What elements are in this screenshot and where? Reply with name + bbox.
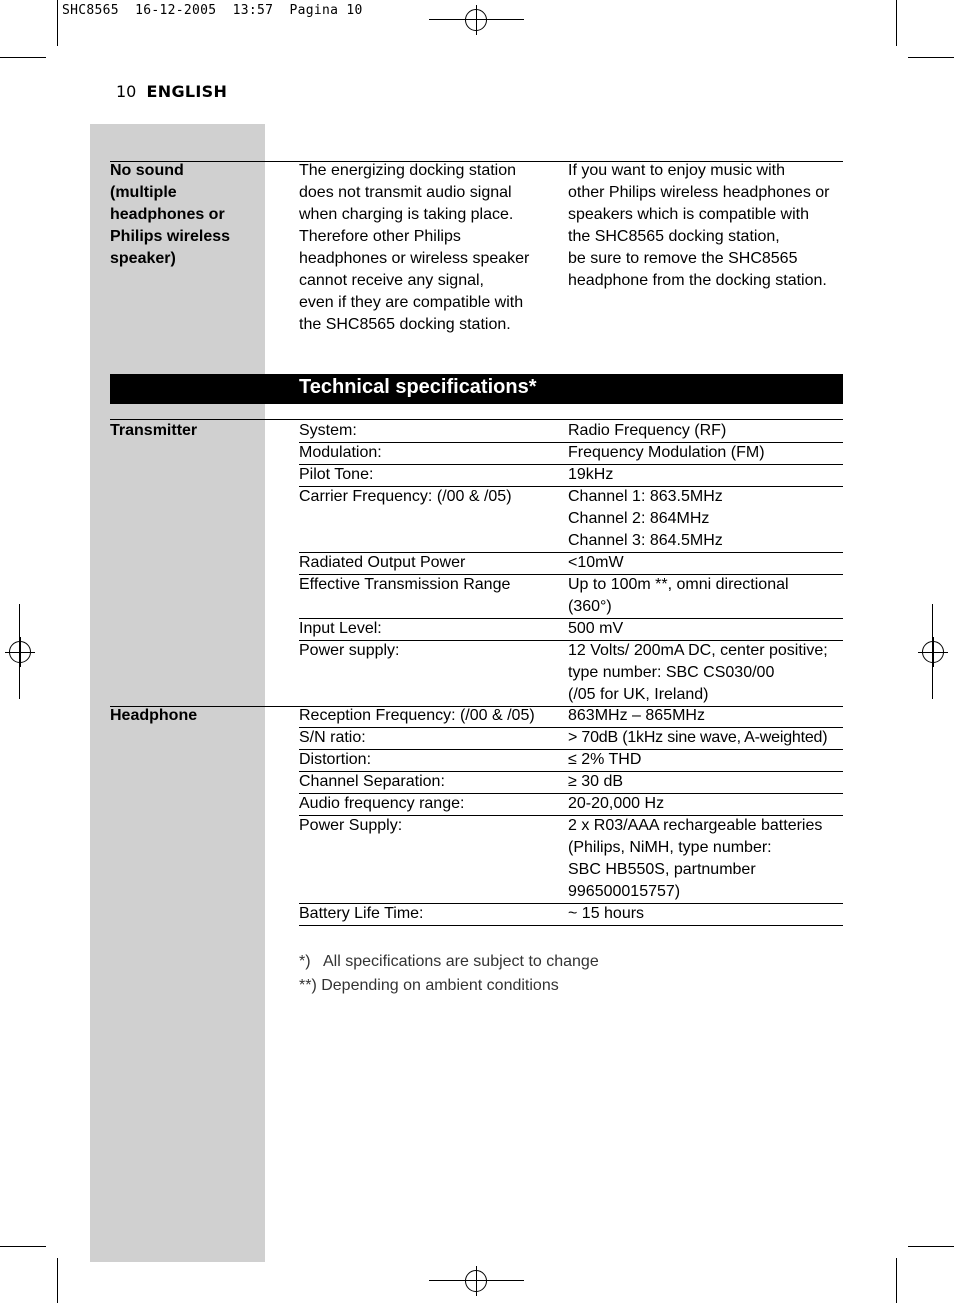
spec-name: S/N ratio: — [299, 729, 366, 746]
row-divider — [299, 925, 843, 926]
spec-value: Up to 100m **, omni directional (360°) — [568, 576, 789, 615]
page-header — [116, 82, 227, 101]
spec-name: Audio frequency range: — [299, 795, 465, 812]
headphone-label: Headphone — [110, 707, 198, 724]
spec-name: Power Supply: — [299, 817, 403, 834]
spec-name: Carrier Frequency: (/00 & /05) — [299, 488, 512, 505]
spec-name: Effective Transmission Range — [299, 576, 511, 593]
crop-mark — [908, 1246, 954, 1247]
spec-value: 500 mV — [568, 620, 624, 637]
spec-value: 2 x R03/AAA rechargeable batteries (Philips, NiMH, type number: SBC HB550S, partnumber 996500015757) — [568, 817, 823, 900]
print-slug: SHC8565 16-12-2005 13:57 Pagina 10 — [62, 3, 363, 18]
language-label: ENGLISH — [146, 82, 228, 101]
spec-value: ≤ 2% THD — [568, 751, 642, 768]
spec-value: ≥ 30 dB — [568, 773, 624, 790]
spec-value: Frequency Modulation (FM) — [568, 444, 765, 461]
spec-name: Reception Frequency: (/00 & /05) — [299, 707, 535, 724]
crop-mark — [57, 1258, 58, 1303]
spec-name: Power supply: — [299, 642, 400, 659]
crop-mark — [896, 0, 897, 46]
spec-value: 20-20,000 Hz — [568, 795, 665, 812]
section-heading: Technical specifications* — [299, 376, 537, 398]
problem-title: No sound (multiple headphones or Philips wireless speaker) — [110, 162, 231, 267]
spec-name: Modulation: — [299, 444, 382, 461]
registration-mark — [461, 1266, 491, 1296]
spec-value: Channel 1: 863.5MHz Channel 2: 864MHz Channel 3: 864.5MHz — [568, 488, 723, 549]
registration-mark — [918, 637, 948, 667]
crop-mark — [896, 1258, 897, 1303]
spec-name: Input Level: — [299, 620, 382, 637]
registration-mark — [5, 637, 35, 667]
spec-value: 863MHz – 865MHz — [568, 707, 705, 724]
spec-value: 19kHz — [568, 466, 614, 483]
spec-value: > 70dB (1kHz sine wave, A-weighted) — [568, 729, 828, 746]
crop-mark — [0, 57, 46, 58]
gray-sidebar — [90, 124, 265, 1262]
spec-value: 12 Volts/ 200mA DC, center positive; type number: SBC CS030/00 (/05 for UK, Ireland) — [568, 642, 828, 703]
spec-value: <10mW — [568, 554, 624, 571]
registration-mark — [461, 5, 491, 35]
spec-name: Battery Life Time: — [299, 905, 424, 922]
spec-name: Radiated Output Power — [299, 554, 466, 571]
problem-solution: If you want to enjoy music with other Philips wireless headphones or speakers which is compatible with the SHC8565 docking station, be sure to remove the SHC8565 headphone from the docking station. — [568, 162, 830, 289]
spec-name: Distortion: — [299, 751, 372, 768]
crop-mark — [0, 1246, 46, 1247]
crop-mark — [908, 57, 954, 58]
footnote: **) Depending on ambient conditions — [299, 977, 559, 994]
spec-value: Radio Frequency (RF) — [568, 422, 727, 439]
spec-name: Channel Separation: — [299, 773, 445, 790]
crop-mark — [57, 0, 58, 46]
problem-cause: The energizing docking station does not transmit audio signal when charging is taking place. Therefore other Philips headphones or wireless speaker cannot receive any signal, even if they are compatible with the SHC8565 docking station. — [299, 162, 530, 333]
transmitter-label: Transmitter — [110, 422, 198, 439]
footnote: *) All specifications are subject to change — [299, 953, 599, 970]
spec-name: Pilot Tone: — [299, 466, 374, 483]
spec-value: ~ 15 hours — [568, 905, 645, 922]
page-number: 10 — [116, 82, 137, 101]
spec-name: System: — [299, 422, 357, 439]
